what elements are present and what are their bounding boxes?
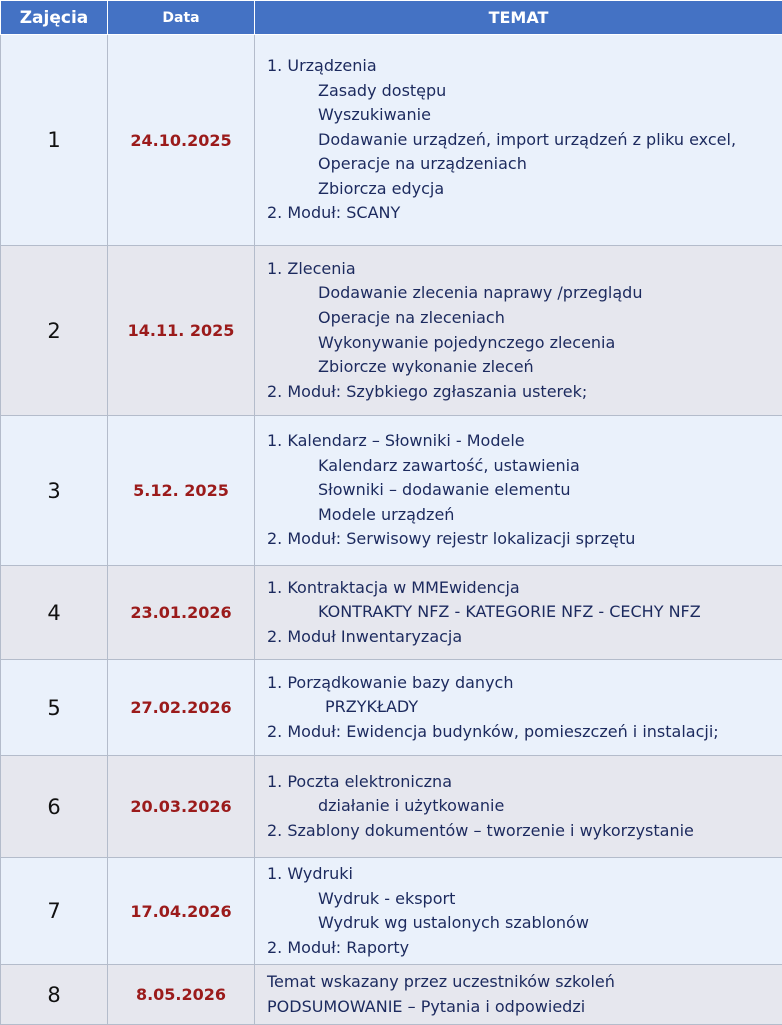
table-row	[1, 246, 782, 416]
session-number: 2	[1, 246, 108, 416]
session-date: 24.10.2025	[108, 35, 255, 246]
topic-subitem: Operacje na urządzeniach	[267, 152, 776, 177]
session-number: 1	[1, 35, 108, 246]
table-row	[1, 416, 782, 566]
header-date: Data	[108, 1, 255, 35]
topic-item: Temat wskazany przez uczestników szkoleń	[267, 970, 776, 995]
topic-subitem: Dodawanie urządzeń, import urządzeń z pliku excel,	[267, 128, 776, 153]
topic-subitem: Słowniki – dodawanie elementu	[267, 478, 776, 503]
topic-subitem: Dodawanie zlecenia naprawy /przeglądu	[267, 281, 776, 306]
topic-item: 2. Szablony dokumentów – tworzenie i wykorzystanie	[267, 819, 776, 844]
header-row	[1, 1, 782, 35]
topic-item: 1. Zlecenia	[267, 257, 776, 282]
session-date: 8.05.2026	[108, 965, 255, 1025]
topic-subitem: Wydruk - eksport	[267, 887, 776, 912]
session-date: 5.12. 2025	[108, 416, 255, 566]
topic-subitem: Zasady dostępu	[267, 79, 776, 104]
session-date: 17.04.2026	[108, 858, 255, 965]
header-topic: TEMAT	[255, 1, 782, 35]
session-topic	[255, 660, 782, 756]
session-number: 7	[1, 858, 108, 965]
session-number: 3	[1, 416, 108, 566]
topic-subitem: PRZYKŁADY	[267, 695, 776, 720]
topic-item: 2. Moduł: SCANY	[267, 201, 776, 226]
table-row	[1, 35, 782, 246]
session-number: 6	[1, 756, 108, 858]
topic-subitem: Modele urządzeń	[267, 503, 776, 528]
topic-subitem: Wyszukiwanie	[267, 103, 776, 128]
session-number: 8	[1, 965, 108, 1025]
session-date: 23.01.2026	[108, 566, 255, 660]
schedule-body	[1, 35, 782, 1025]
table-row	[1, 566, 782, 660]
session-number: 5	[1, 660, 108, 756]
session-number: 4	[1, 566, 108, 660]
topic-item: 2. Moduł: Ewidencja budynków, pomieszczeń i instalacji;	[267, 720, 776, 745]
table-row	[1, 660, 782, 756]
topic-item: 2. Moduł: Raporty	[267, 936, 776, 961]
session-date: 14.11. 2025	[108, 246, 255, 416]
topic-item: 1. Poczta elektroniczna	[267, 770, 776, 795]
topic-item: 1. Urządzenia	[267, 54, 776, 79]
session-topic	[255, 858, 782, 965]
header-session: Zajęcia	[1, 1, 108, 35]
topic-subitem: KONTRAKTY NFZ - KATEGORIE NFZ - CECHY NFZ	[267, 600, 776, 625]
topic-subitem: Wykonywanie pojedynczego zlecenia	[267, 331, 776, 356]
topic-item: 2. Moduł: Serwisowy rejestr lokalizacji sprzętu	[267, 527, 776, 552]
table-row	[1, 858, 782, 965]
topic-subitem: Operacje na zleceniach	[267, 306, 776, 331]
topic-item: 2. Moduł: Szybkiego zgłaszania usterek;	[267, 380, 776, 405]
topic-item: 1. Wydruki	[267, 862, 776, 887]
session-topic	[255, 246, 782, 416]
session-topic	[255, 965, 782, 1025]
topic-item: 1. Kontraktacja w MMEwidencja	[267, 576, 776, 601]
topic-subitem: Zbiorcza edycja	[267, 177, 776, 202]
topic-subitem: działanie i użytkowanie	[267, 794, 776, 819]
session-topic	[255, 756, 782, 858]
topic-subitem: Kalendarz zawartość, ustawienia	[267, 454, 776, 479]
session-date: 20.03.2026	[108, 756, 255, 858]
topic-item: PODSUMOWANIE – Pytania i odpowiedzi	[267, 995, 776, 1020]
session-topic	[255, 566, 782, 660]
session-topic	[255, 416, 782, 566]
topic-item: 2. Moduł Inwentaryzacja	[267, 625, 776, 650]
table-row	[1, 965, 782, 1025]
table-row	[1, 756, 782, 858]
session-date: 27.02.2026	[108, 660, 255, 756]
topic-subitem: Zbiorcze wykonanie zleceń	[267, 355, 776, 380]
topic-item: 1. Porządkowanie bazy danych	[267, 671, 776, 696]
session-topic	[255, 35, 782, 246]
topic-item: 1. Kalendarz – Słowniki - Modele	[267, 429, 776, 454]
topic-subitem: Wydruk wg ustalonych szablonów	[267, 911, 776, 936]
